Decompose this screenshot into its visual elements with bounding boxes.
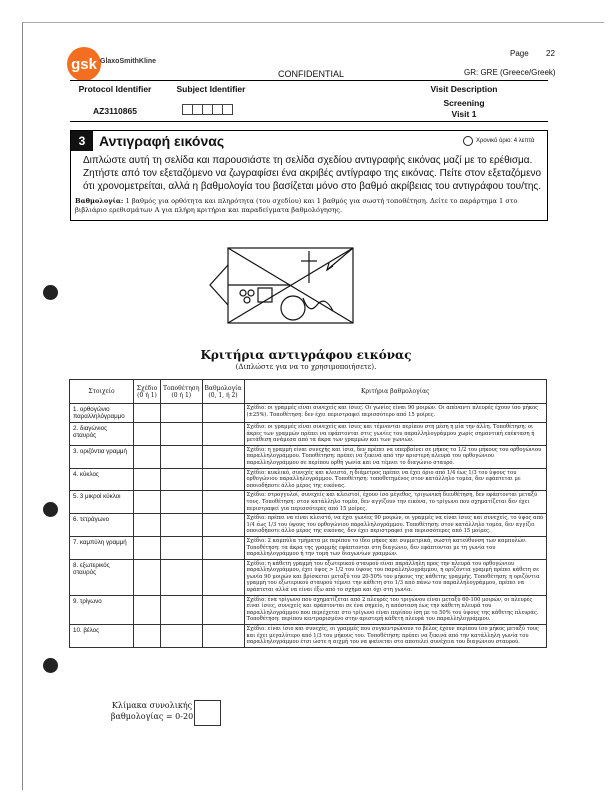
header-table [70, 80, 548, 122]
figure-curve [303, 298, 333, 311]
drawing-cell[interactable] [134, 514, 161, 537]
score-cell[interactable] [202, 514, 244, 537]
figure-circle [281, 296, 305, 320]
table-row [70, 404, 547, 423]
table-row [70, 445, 547, 468]
drawing-cell[interactable] [134, 625, 161, 648]
criteria-table [69, 379, 547, 648]
row-criteria: Σχέδιο: στρογγυλοί, συνεχείς και κλειστοί, έχουν ίσο μέγεθος, τριγωνική διευθέτηση, δεν εφάπτονται μεταξύ τους. Τοποθέτηση: στον κατάλληλο τομέα, δεν αγγίζουν την εικόνα, το τρίγωνο που σχηματίζεται δεν έχει περιστραφεί για περισσότερες από 15 μοίρες. [244, 491, 547, 514]
placement-cell[interactable] [161, 423, 203, 446]
table-row [70, 625, 547, 648]
drawing-cell[interactable] [134, 536, 161, 559]
table-row [70, 423, 547, 446]
scoring-note [75, 197, 545, 215]
gsk-logo-icon: gsk [67, 47, 101, 81]
table-row [70, 595, 547, 624]
country-label: GR: GRE (Greece/Greek) [464, 68, 556, 77]
subject-id-boxes[interactable] [182, 104, 232, 117]
punch-hole [43, 285, 58, 300]
figure-small-circle [240, 290, 246, 296]
row-criteria: Σχέδιο: 2 καμπύλα τμήματα με περίπου το ίδιο μήκος και συμμετρικά, σωστή κατεύθυνση των καμπυλών. Τοποθέτηση: τα άκρα της γραμμής εφάπτονται στη διαγώνιο, δεν εφάπτονται με τη γωνία του παραλληλογράμμου ή την τομή των διαγωνίων γραμμών. [244, 536, 547, 559]
visit-label: Visit Description [430, 84, 498, 94]
score-cell[interactable] [202, 625, 244, 648]
row-element: 4. κύκλος [70, 468, 134, 491]
score-cell[interactable] [202, 445, 244, 468]
score-cell[interactable] [202, 404, 244, 423]
protocol-label: Protocol Identifier [78, 84, 152, 94]
score-cell[interactable] [202, 468, 244, 491]
drawing-cell[interactable] [134, 595, 161, 624]
section-number: 3 [71, 131, 93, 151]
section-title: Αντιγραφή εικόνας [99, 133, 225, 149]
col-placement: Τοποθέτηση (0 ή 1) [161, 380, 203, 404]
drawing-cell[interactable] [134, 468, 161, 491]
page-number: 22 [546, 49, 555, 58]
row-criteria: Σχέδιο: η γραμμή είναι συνεχής και ίσια, δεν πρέπει να υπερβαίνει σε μήκος το 1/2 του μήκους του ορθογώνιου παραλληλογράμμου. Τοποθέτηση: πρέπει να ξεκινά από την αριστερή πλευρά του ορθογώνιου παραλληλογράμμου σε περίπου ορθή γωνία και να τέμνει το διαγώνιο σταυρό. [244, 445, 547, 468]
figure-square [258, 288, 272, 302]
col-score: Βαθμολογία (0, 1, ή 2) [202, 380, 244, 404]
figure-small-circle [248, 290, 254, 296]
subject-label: Subject Identifier [176, 84, 246, 94]
time-limit [463, 136, 534, 146]
placement-cell[interactable] [161, 491, 203, 514]
score-cell[interactable] [202, 491, 244, 514]
time-limit-text: Χρονικό όριο: 4 λεπτά [476, 138, 535, 144]
placement-cell[interactable] [161, 559, 203, 595]
company-name: GlaxoSmithKline [100, 58, 157, 65]
placement-cell[interactable] [161, 595, 203, 624]
drawing-cell[interactable] [134, 491, 161, 514]
placement-cell[interactable] [161, 445, 203, 468]
confidential-label: CONFIDENTIAL [278, 69, 345, 79]
scoring-label: Βαθμολογία: [75, 197, 124, 205]
table-row [70, 559, 547, 595]
total-label-line1: Κλίμακα συνολικής [111, 701, 193, 710]
score-cell[interactable] [202, 536, 244, 559]
row-element: 1. ορθογώνιο παραλληλόγραμμο [70, 404, 134, 423]
criteria-subtitle: (Διπλώστε για να το χρησιμοποιήσετε). [235, 363, 377, 371]
punch-hole [43, 658, 58, 673]
placement-cell[interactable] [161, 404, 203, 423]
figure-arrow-head [327, 263, 333, 270]
table-row [70, 468, 547, 491]
table-row [70, 491, 547, 514]
drawing-cell[interactable] [134, 404, 161, 423]
drawing-cell[interactable] [134, 559, 161, 595]
table-row [70, 536, 547, 559]
row-element: 7. καμπύλη γραμμή [70, 536, 134, 559]
table-header-row [70, 380, 547, 404]
placement-cell[interactable] [161, 468, 203, 491]
score-cell[interactable] [202, 423, 244, 446]
drawing-cell[interactable] [134, 423, 161, 446]
row-criteria: Σχέδιο: πρέπει να είναι κλειστό, να έχει γωνίες 90 μοιρών, οι γραμμές να είναι ίσιες και συνεχείς, το ύψος από 1/4 έως 1/3 του ύψους του ορθογώνιου παραλληλογράμμου. Τοποθέτηση: στον κατάλληλο τομέα, δεν αγγίζει οποιοδήποτε άλλο μέρος της εικόνας, δεν έχει περιστραφεί για περισσότερες από 15 μοίρες. [244, 514, 547, 537]
col-drawing: Σχέδιο (0 ή 1) [134, 380, 161, 404]
row-criteria: Σχέδιο: κυκλικό, συνεχές και κλειστό, η διάμετρος πρέπει να έχει όριο από 1/4 έως 1/3 του ύψους του ορθογώνιου παραλληλογράμμου. Τοποθέτηση: τοποθετημένος στον κατάλληλο τομέα, δεν εφάπτεται με οποιοδήποτε άλλο μέρος της εικόνας. [244, 468, 547, 491]
figure-triangle [210, 265, 228, 305]
row-element: 2. διαγώνιος σταυρός [70, 423, 134, 446]
total-label-line2: βαθμολογίας = 0-20 [110, 712, 194, 721]
total-score-label [110, 700, 194, 722]
criteria-title: Κριτήρια αντιγράφου εικόνας [200, 348, 412, 362]
row-criteria: Σχέδιο: οι γραμμές είναι συνεχείς και ίσιες. Οι γωνίες είναι 90 μοιρών. Οι απέναντι πλευρές έχουν ίσο μήκος (±25%). Τοποθέτηση: δεν έχει περιστραφεί περισσότερο από 15 μοίρες. [244, 404, 547, 423]
col-element: Στοιχείο [70, 380, 134, 404]
figure-small-circle [244, 297, 250, 303]
placement-cell[interactable] [161, 536, 203, 559]
row-element: 10. βέλος [70, 625, 134, 648]
score-cell[interactable] [202, 595, 244, 624]
total-score-box[interactable] [194, 700, 221, 726]
scoring-text: 1 βαθμός για ορθότητα και πληρότητα (του σχεδίου) και 1 βαθμός για σωστή τοποθέτηση. Δείτε το παράρτημα 1 στο βιβλιάριο ερεθισμάτων Α για πλήρη κριτήρια και παραδείγματα βαθμολόγησης. [75, 197, 518, 214]
section-box [70, 130, 548, 221]
row-element: 6. τετράγωνο [70, 514, 134, 537]
placement-cell[interactable] [161, 514, 203, 537]
row-element: 9. τρίγωνο [70, 595, 134, 624]
row-criteria: Σχέδιο: οι γραμμές είναι συνεχείς και ίσιες και τέμνονται περίπου στη μέση η μία την άλλη. Τοποθέτηση: οι άκρες των γραμμών πρέπει να εφάπτονται στις γωνίες του παραλληλογράμμου χωρίς σημαντική επέκταση ή μετάθεση ανάμεσα από τα άκρα των γραμμών και των γωνιών. [244, 423, 547, 446]
table-row [70, 514, 547, 537]
row-criteria: Σχέδιο: η κάθετη γραμμή του εξωτερικού σταυρού είναι παράλληλη προς την πλευρά του ορθογώνιου παραλληλογράμμου, έχει ύψος > 1/2 του ύψους του παραλληλογράμμου, η οριζόντια γραμμή πρέπει κάθετη σε γωνία 90 μοιρών και βρίσκεται μεταξύ του 20-50% του μήκους της κάθετης γραμμής. Τοποθέτηση: η οριζόντια γραμμή του εξωτερικού σταυρού τέμνει την κάθετη στο 1/3 από πάνω του παραλληλογράμμου, πρέπει να εφάπτεται αλλά να είναι έξω από το σχήμα και όχι στη γωνία. [244, 559, 547, 595]
row-element: 5. 3 μικροί κύκλοι [70, 491, 134, 514]
row-criteria: Σχέδιο: ένα τρίγωνο που σχηματίζεται από 2 πλευρές του τριγώνου είναι μεταξύ 60-100 μοιρών, οι πλευρές είναι ίσιες, συνεχείς και εφάπτονται σε ένα σημείο, η απόσταση έως την κάθετη πλευρά του παραλληλογράμμου που περιέχεται στο τρίγωνο είναι περίπου ίση με το 50% του ύψους της κάθετης πλευράς. Τοποθέτηση: περίπου κεντραρισμένο στην αριστερή κάθετη πλευρά του παραλληλογράμμου. [244, 595, 547, 624]
row-element: 8. εξωτερικός σταυρός [70, 559, 134, 595]
score-cell[interactable] [202, 559, 244, 595]
punch-hole [43, 502, 58, 517]
drawing-cell[interactable] [134, 445, 161, 468]
stopwatch-icon [463, 136, 473, 146]
protocol-value: AZ3110865 [93, 106, 137, 116]
col-criteria: Κριτήρια βαθμολογίας [244, 380, 547, 404]
figure-stimulus [205, 243, 365, 333]
placement-cell[interactable] [161, 625, 203, 648]
page-label: Page [510, 49, 529, 58]
visit-value: Screening [443, 98, 485, 108]
row-criteria: Σχέδιο: είναι ίσιο και συνεχές, οι γραμμές που συγκεντρώνουν το βέλος έχουν περίπου ίσο μήκος μεταξύ τους και έχει μεγαλύτερο από 1/3 του μήκους του. Τοποθέτηση: πρέπει να ξεκινά από την κατάλληλη γωνία του παραλληλογράμμου έτσι ώστε η αιχμή του να φαίνεται στο αποτελεί συνέχεια του διαγώνιου σταυρού. [244, 625, 547, 648]
instructions: Διπλώστε αυτή τη σελίδα και παρουσιάστε τη σελίδα σχεδίου αντιγραφής εικόνας μαζί με το ερέθισμα. Ζητήστε από τον εξεταζόμενο να ζωγραφίσει ένα ακριβές αντίγραφο της εικόνας. Πείτε στον εξεταζόμενο ότι χρονομετρείται, αλλά η βαθμολογία του βασίζεται μόνο στο βαθμό ακρίβειας του αντιγράφου του/της. [83, 155, 542, 192]
visit-number: Visit 1 [451, 109, 477, 119]
row-element: 3. οριζόντια γραμμή [70, 445, 134, 468]
